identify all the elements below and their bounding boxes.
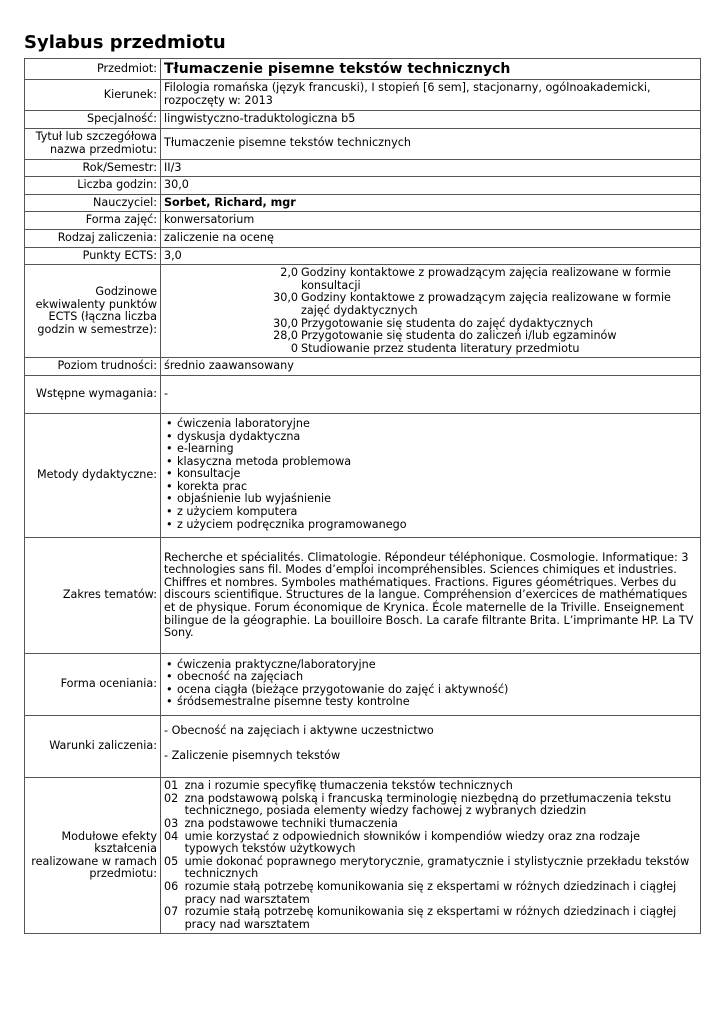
learning-outcomes-label: Modułowe efekty kształcenia realizowane w ramach przedmiotu: bbox=[25, 778, 161, 934]
row-conditions bbox=[25, 716, 701, 778]
difficulty-value: średnio zaawansowany bbox=[161, 358, 701, 376]
row-subject bbox=[25, 59, 701, 80]
condition-item: - Obecność na zajęciach i aktywne uczestnictwo bbox=[164, 724, 434, 738]
row-assessment bbox=[25, 654, 701, 716]
prerequisites-label: Wstępne wymagania: bbox=[25, 375, 161, 413]
hours-item-text: Godziny kontaktowe z prowadzącym zajęcia realizowane w formie konsultacji bbox=[301, 266, 671, 292]
outcome-code: 04 bbox=[164, 829, 179, 843]
outcome-item bbox=[164, 780, 697, 793]
conditions-value bbox=[161, 716, 701, 778]
assessment-item: • ocena ciągła (bieżące przygotowanie do zajęć i aktywność) bbox=[177, 684, 697, 697]
outcome-code: 02 bbox=[164, 791, 179, 805]
outcome-item bbox=[164, 856, 697, 881]
year-label: Rok/Semestr: bbox=[25, 159, 161, 177]
syllabus-table bbox=[24, 58, 701, 934]
ects-value: 3,0 bbox=[161, 247, 701, 265]
form-label: Forma zajęć: bbox=[25, 212, 161, 230]
ects-label: Punkty ECTS: bbox=[25, 247, 161, 265]
hours-item bbox=[164, 330, 697, 343]
method-item: • z użyciem komputera bbox=[177, 506, 697, 519]
outcome-item bbox=[164, 881, 697, 906]
hours-item bbox=[164, 343, 697, 356]
row-field bbox=[25, 80, 701, 111]
hours-item-text: Studiowanie przez studenta literatury przedmiotu bbox=[301, 341, 580, 355]
hours-item-number: 28,0 bbox=[273, 329, 298, 343]
outcome-code: 01 bbox=[164, 779, 179, 793]
row-prerequisites bbox=[25, 375, 701, 413]
topics-text: Recherche et spécialités. Climatologie. Répondeur téléphonique. Cosmologie. Informatique: 3 technologies sans fil. Modes d’emploi incompréhensibles. Sciences chimiques et industries. Chiffres et nombres. Symboles mathématiques. Fractions. Figures géométriques. Verbes du discours scientifique. Structures de la langue. Compréhension d’exercices de mathématiques et de physique. Forum économique de Krynica. École maternelle de la Triville. Enseignement bilingue de la géographie. La bouilloire Bosch. La carafe filtrante Brita. L’imprimante HP. La TV Sony. bbox=[164, 550, 694, 640]
hours-item-number: 0 bbox=[290, 341, 298, 355]
assessment-item: • śródsemestralne pisemne testy kontrolne bbox=[177, 696, 697, 709]
row-hours bbox=[25, 177, 701, 195]
outcome-text: zna i rozumie specyfikę tłumaczenia tekstów technicznych bbox=[184, 779, 513, 793]
hours-item-text: Godziny kontaktowe z prowadzącym zajęcia realizowane w formie zajęć dydaktycznych bbox=[301, 291, 671, 317]
method-item: • konsultacje bbox=[177, 468, 697, 481]
outcome-code: 05 bbox=[164, 854, 179, 868]
topics-label: Zakres tematów: bbox=[25, 538, 161, 654]
outcome-code: 06 bbox=[164, 880, 179, 893]
outcome-text: zna podstawowe techniki tłumaczenia bbox=[184, 817, 398, 831]
hours-item-number: 30,0 bbox=[273, 316, 298, 330]
method-item: • z użyciem podręcznika programowanego bbox=[177, 519, 697, 532]
row-teacher bbox=[25, 194, 701, 212]
subject-label: Przedmiot: bbox=[25, 59, 161, 80]
page-title: Sylabus przedmiotu bbox=[24, 32, 226, 53]
difficulty-label: Poziom trudności: bbox=[25, 358, 161, 376]
outcome-code: 03 bbox=[164, 817, 179, 831]
hours-item-number: 2,0 bbox=[280, 266, 298, 280]
row-difficulty bbox=[25, 358, 701, 376]
outcome-item bbox=[164, 831, 697, 856]
row-learning-outcomes bbox=[25, 778, 701, 934]
field-value: Filologia romańska (język francuski), I stopień [6 sem], stacjonarny, ogólnoakademicki, rozpoczęty w: 2013 bbox=[161, 80, 701, 111]
hours-item-number: 30,0 bbox=[273, 291, 298, 305]
row-form bbox=[25, 212, 701, 230]
specialty-label: Specjalność: bbox=[25, 111, 161, 129]
prerequisites-value: - bbox=[161, 375, 701, 413]
outcome-text: umie dokonać poprawnego merytorycznie, gramatycznie i stylistycznie przekładu tekstów technicznych bbox=[184, 854, 690, 881]
title-value: Tłumaczenie pisemne tekstów technicznych bbox=[161, 128, 701, 159]
outcome-item bbox=[164, 818, 697, 831]
topics-value bbox=[161, 538, 701, 654]
assessment-item: • obecność na zajęciach bbox=[177, 671, 697, 684]
hours-item-text: Przygotowanie się studenta do zajęć dydaktycznych bbox=[301, 316, 594, 330]
row-credit-type bbox=[25, 229, 701, 247]
outcome-text: umie korzystać z odpowiednich słowników i kompendiów wiedzy oraz zna rodzaje typowych tekstów użytkowych bbox=[184, 829, 641, 856]
method-item: • klasyczna metoda problemowa bbox=[177, 456, 697, 469]
methods-label: Metody dydaktyczne: bbox=[25, 413, 161, 537]
row-ects-equivalents bbox=[25, 265, 701, 358]
hours-item bbox=[164, 267, 697, 292]
learning-outcomes-value bbox=[161, 778, 701, 934]
credit-type-label: Rodzaj zaliczenia: bbox=[25, 229, 161, 247]
method-item: • ćwiczenia laboratoryjne bbox=[177, 418, 697, 431]
ects-equivalents-label: Godzinowe ekwiwalenty punktów ECTS (łączna liczba godzin w semestrze): bbox=[25, 265, 161, 358]
outcome-text: rozumie stałą potrzebę komunikowania się z ekspertami w różnych dziedzinach i ciągłej pracy nad warsztatem bbox=[184, 905, 677, 931]
specialty-value: lingwistyczno-traduktologiczna b5 bbox=[161, 111, 701, 129]
outcome-text: rozumie stałą potrzebę komunikowania się z ekspertami w różnych dziedzinach i ciągłej pracy nad warsztatem bbox=[184, 880, 677, 906]
row-title bbox=[25, 128, 701, 159]
credit-type-value: zaliczenie na ocenę bbox=[161, 229, 701, 247]
outcome-code: 07 bbox=[164, 905, 179, 919]
method-item: • objaśnienie lub wyjaśnienie bbox=[177, 493, 697, 506]
row-topics bbox=[25, 538, 701, 654]
form-value: konwersatorium bbox=[161, 212, 701, 230]
row-methods bbox=[25, 413, 701, 537]
assessment-item: • ćwiczenia praktyczne/laboratoryjne bbox=[177, 659, 697, 672]
outcome-text: zna podstawową polską i francuską terminologię niezbędną do przetłumaczenia tekstu technicznego, posiada elementy wiedzy fachowej z wybranych dziedzin bbox=[184, 791, 672, 818]
hours-item-text: Przygotowanie się studenta do zaliczeń i/lub egzaminów bbox=[301, 329, 617, 343]
condition-item: - Zaliczenie pisemnych tekstów bbox=[164, 748, 341, 762]
title-label: Tytuł lub szczegółowa nazwa przedmiotu: bbox=[25, 128, 161, 159]
teacher-label: Nauczyciel: bbox=[25, 194, 161, 212]
conditions-label: Warunki zaliczenia: bbox=[25, 716, 161, 778]
assessment-label: Forma oceniania: bbox=[25, 654, 161, 716]
method-item: • dyskusja dydaktyczna bbox=[177, 431, 697, 444]
methods-value bbox=[161, 413, 701, 537]
method-item: • korekta prac bbox=[177, 481, 697, 494]
subject-value: Tłumaczenie pisemne tekstów technicznych bbox=[161, 59, 701, 80]
field-label: Kierunek: bbox=[25, 80, 161, 111]
hours-label: Liczba godzin: bbox=[25, 177, 161, 195]
outcome-item bbox=[164, 906, 697, 931]
hours-item bbox=[164, 292, 697, 317]
teacher-value: Sorbet, Richard, mgr bbox=[161, 194, 701, 212]
row-year bbox=[25, 159, 701, 177]
hours-value: 30,0 bbox=[161, 177, 701, 195]
outcome-item bbox=[164, 793, 697, 818]
row-specialty bbox=[25, 111, 701, 129]
year-value: II/3 bbox=[161, 159, 701, 177]
assessment-value bbox=[161, 654, 701, 716]
ects-equivalents-value bbox=[161, 265, 701, 358]
row-ects bbox=[25, 247, 701, 265]
method-item: • e-learning bbox=[177, 443, 697, 456]
